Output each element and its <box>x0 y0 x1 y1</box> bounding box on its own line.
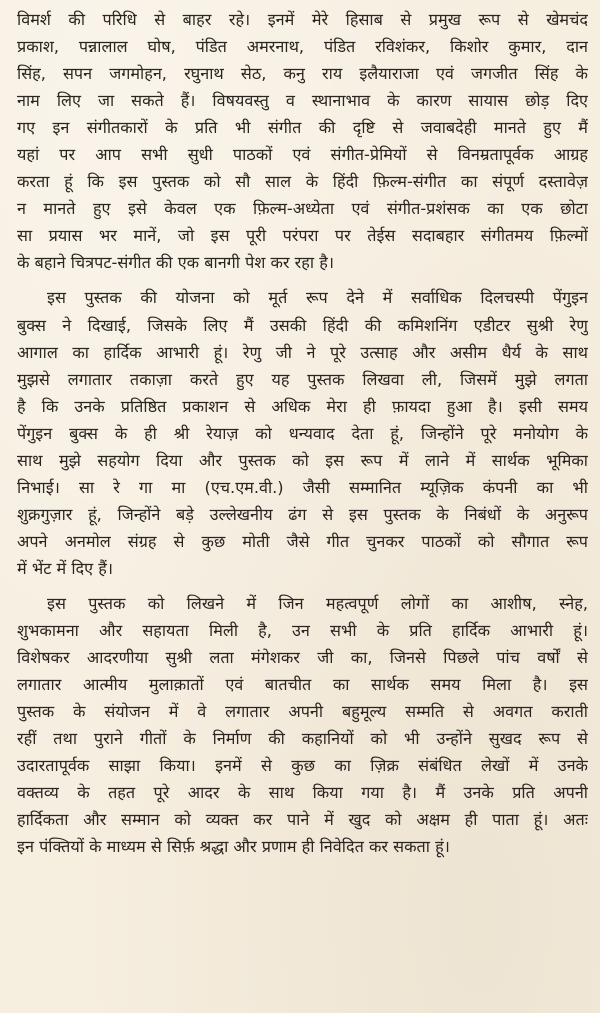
text-line: निभाई। सा रे गा मा (एच.एम.वी.) जैसी सम्मानित म्यूज़िक कंपनी का भी <box>17 477 588 497</box>
text-line: इस पुस्तक को लिखने में जिन महत्वपूर्ण लोगों का आशीष, स्नेह, <box>47 593 588 613</box>
text-line: इस पुस्तक की योजना को मूर्त रूप देने में सर्वाधिक दिलचस्पी पेंगुइन <box>47 288 588 308</box>
text-line: सिंह, सपन जगमोहन, रघुनाथ सेठ, कनु राय इलैयाराजा एवं जगजीत सिंह के <box>17 64 588 84</box>
text-line: हार्दिकता और सम्मान को व्यक्त कर पाने में खुद को अक्षम ही पाता हूं। अतः <box>17 810 588 830</box>
text-line: अपने अनमोल संग्रह से कुछ मोती जैसे गीत चुनकर पाठकों को सौगात रूप <box>17 531 588 551</box>
text-line: मुझसे लगातार तकाज़ा करते हुए यह पुस्तक लिखवा ली, जिसमें मुझे लगता <box>17 369 588 389</box>
text-line: पुस्तक के संयोजन में वे लगातार अपनी बहुमूल्य सम्मति से अवगत कराती <box>17 702 588 722</box>
text-line: के बहाने चित्रपट-संगीत की एक बानगी पेश कर रहा है। <box>17 253 334 273</box>
text-line: में भेंट में दिए हैं। <box>17 558 113 578</box>
paragraph-1 <box>17 6 588 276</box>
text-line: इन पंक्तियों के माध्यम से सिर्फ़ श्रद्धा और प्रणाम ही निवेदित कर सकता हूं। <box>17 837 450 857</box>
text-line: शुक्रगुज़ार हूं, जिन्होंने बड़े उल्लेखनीय ढंग से इस पुस्तक के निबंधों के अनुरूप <box>17 504 588 524</box>
text-line: विशेषकर आदरणीया सुश्री लता मंगेशकर जी का, जिनसे पिछले पांच वर्षों से <box>17 648 588 668</box>
text-line: रहीं तथा पुराने गीतों के निर्माण की कहानियों को भी उन्होंने सुखद रूप से <box>17 729 588 749</box>
text-line: करता हूं कि इस पुस्तक को सौ साल के हिंदी फ़िल्म-संगीत का संपूर्ण दस्तावेज़ <box>17 172 588 192</box>
text-line: बुक्स ने दिखाई, जिसके लिए मैं उसकी हिंदी की कमिशनिंग एडीटर सुश्री रेणु <box>17 315 588 335</box>
text-line: आगाल का हार्दिक आभारी हूं। रेणु जी ने पूरे उत्साह और असीम धैर्य के साथ <box>17 342 588 362</box>
text-line: है कि उनके प्रतिष्ठित प्रकाशन से अधिक मेरा ही फ़ायदा हुआ है। इसी समय <box>17 396 588 416</box>
text-line: साथ मुझे सहयोग दिया और पुस्तक को इस रूप में लाने में सार्थक भूमिका <box>17 450 588 470</box>
text-line: उदारतापूर्वक साझा किया। इनमें से कुछ का ज़िक्र संबंधित लेखों में उनके <box>17 756 588 776</box>
paragraph-3 <box>17 590 588 860</box>
text-line: शुभकामना और सहायता मिली है, उन सभी के प्रति हार्दिक आभारी हूं। <box>17 621 588 641</box>
text-line: पेंगुइन बुक्स के ही श्री रेयाज़ को धन्यवाद देता हूं, जिन्होंने पूरे मनोयोग के <box>17 423 588 443</box>
text-line: विमर्श की परिधि से बाहर रहे। इनमें मेरे हिसाब से प्रमुख रूप से खेमचंद <box>17 10 588 29</box>
text-line: प्रकाश, पन्नालाल घोष, पंडित अमरनाथ, पंडित रविशंकर, किशोर कुमार, दान <box>17 37 588 57</box>
page-text <box>17 6 588 860</box>
text-line: नाम लिए जा सकते हैं। विषयवस्तु व स्थानाभाव के कारण सायास छोड़ दिए <box>17 91 588 111</box>
text-line: यहां पर आप सभी सुधी पाठकों एवं संगीत-प्रेमियों से विनम्रतापूर्वक आग्रह <box>17 145 588 165</box>
text-line: सा प्रयास भर मानें, जो इस पूरी परंपरा पर तेईस सदाबहार संगीतमय फ़िल्मों <box>17 226 588 246</box>
paragraph-2 <box>17 284 588 582</box>
text-line: न मानते हुए इसे केवल एक फ़िल्म-अध्येता एवं संगीत-प्रशंसक का एक छोटा <box>17 199 588 219</box>
text-line: वक्तव्य के तहत पूरे आदर के साथ किया गया है। मैं उनके प्रति अपनी <box>17 783 588 803</box>
text-line: गए इन संगीतकारों के प्रति भी संगीत की दृष्टि से जवाबदेही मानते हुए मैं <box>17 118 588 138</box>
text-line: लगातार आत्मीय मुलाक़ातों एवं बातचीत का सार्थक समय मिला है। इस <box>17 675 588 695</box>
